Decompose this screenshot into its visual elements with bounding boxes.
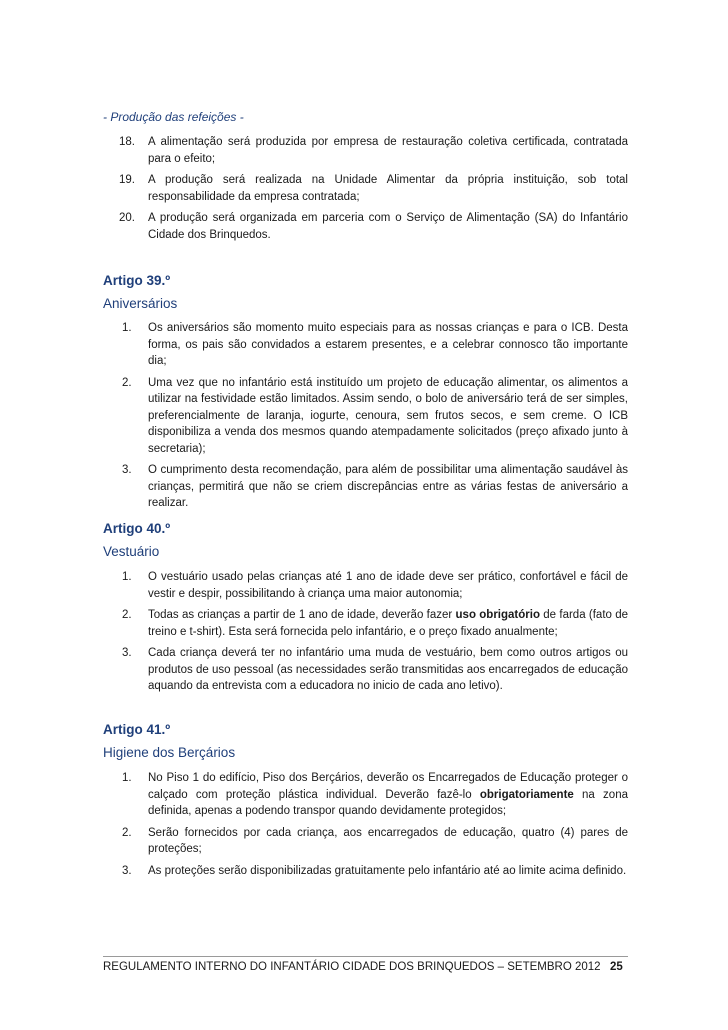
item-text-end: de farda (fato de treino e t-shirt). Esta será fornecida pelo infantário, e o preço fixado anualmente; — [148, 609, 629, 638]
item-text-end: na zona definida, apenas a podendo transpor quando devidamente protegidos; — [148, 788, 628, 817]
article-39-title: Artigo 39.º — [103, 273, 171, 288]
article-41-subtitle: Higiene dos Berçários — [103, 745, 236, 760]
item-text: A produção será organizada em parceria com o Serviço de Alimentação (SA) do Infantário Cidade dos Brinquedos. — [148, 212, 628, 241]
article-41-title: Artigo 41.º — [103, 722, 171, 737]
list-item — [103, 569, 628, 602]
item-number: 2. — [122, 376, 132, 389]
article-39-subtitle: Aniversários — [103, 296, 178, 311]
item-text: A produção será realizada na Unidade Alimentar da própria instituição, sob total responsabilidade da empresa contratada; — [148, 174, 628, 203]
footer-title: REGULAMENTO INTERNO DO INFANTÁRIO CIDADE DOS BRINQUEDOS – SETEMBRO 2012 — [103, 961, 601, 973]
meals-list — [103, 134, 628, 248]
item-text-bold: uso obrigatório — [455, 609, 540, 621]
item-number: 3. — [122, 647, 132, 659]
footer-divider — [103, 956, 628, 957]
item-number: 3. — [122, 864, 132, 877]
item-text-start: Todas as crianças a partir de 1 ano de idade, deverão fazer — [148, 609, 456, 621]
item-text: Cada criança deverá ter no infantário uma muda de vestuário, bem como outros artigos ou produtos de uso pessoal (as necessidades serão transmitidas aos encarregados de educação aquando da entrevista com a educadora no inicio de cada ano letivo). — [148, 647, 628, 692]
item-text-start: No Piso 1 do edifício, Piso dos Berçários, deverão os Encarregados de Educação proteger o calçado com proteção plástica individual. Deverão fazê-lo — [148, 772, 628, 801]
article-39-list — [103, 320, 628, 517]
item-text: Serão fornecidos por cada criança, aos encarregados de educação, quatro (4) pares de proteções; — [148, 826, 628, 855]
list-item — [103, 607, 628, 640]
item-number: 1. — [122, 571, 132, 583]
list-item — [103, 172, 628, 205]
item-number: 18. — [119, 136, 135, 148]
article-40-title: Artigo 40.º — [103, 521, 171, 536]
item-text: O vestuário usado pelas crianças até 1 ano de idade deve ser prático, confortável e fácil de vestir e despir, possibilitando à criança uma maior autonomia; — [148, 571, 628, 600]
list-item — [103, 134, 628, 167]
article-41-list — [103, 770, 628, 884]
list-item — [103, 863, 628, 880]
item-number: 1. — [122, 322, 132, 334]
item-text: Uma vez que no infantário está instituído um projeto de educação alimentar, os alimentos a utilizar na festividade estão limitados. Assim sendo, o bolo de aniversário terá de ser simples, preferencialmente de laranja, iogurte, cenoura, sem frutos secos, e sem creme. O ICB disponibiliza a venda dos mesmos quando atempadamente solicitados (preço afixado junto à secretaria); — [148, 376, 628, 455]
list-item — [103, 462, 628, 512]
list-item — [103, 320, 628, 370]
article-40-list — [103, 569, 628, 700]
list-item — [103, 375, 628, 458]
list-item — [103, 825, 628, 858]
section-heading: - Produção das refeições - — [103, 110, 244, 124]
list-item — [103, 770, 628, 820]
item-number: 3. — [122, 464, 132, 476]
item-text: A alimentação será produzida por empresa de restauração coletiva certificada, contratada para o efeito; — [148, 136, 628, 165]
item-text-bold: obrigatoriamente — [479, 788, 574, 801]
item-number: 19. — [119, 174, 135, 186]
article-40-subtitle: Vestuário — [103, 544, 160, 559]
item-number: 2. — [122, 826, 132, 839]
item-text: O cumprimento desta recomendação, para além de possibilitar uma alimentação saudável às crianças, permitirá que não se criem discrepâncias entre as várias festas de aniversário a realizar. — [148, 464, 628, 509]
list-item — [103, 645, 628, 695]
item-number: 2. — [122, 609, 132, 621]
page-number: 25 — [610, 961, 623, 973]
item-number: 20. — [119, 212, 135, 224]
item-number: 1. — [122, 772, 132, 784]
list-item — [103, 210, 628, 243]
item-text: As proteções serão disponibilizadas gratuitamente pelo infantário até ao limite acima definido. — [148, 864, 627, 877]
item-text: Os aniversários são momento muito especiais para as nossas crianças e para o ICB. Desta forma, os pais são convidados a estarem presentes, e a celebrar connosco tão importante dia; — [148, 322, 628, 367]
